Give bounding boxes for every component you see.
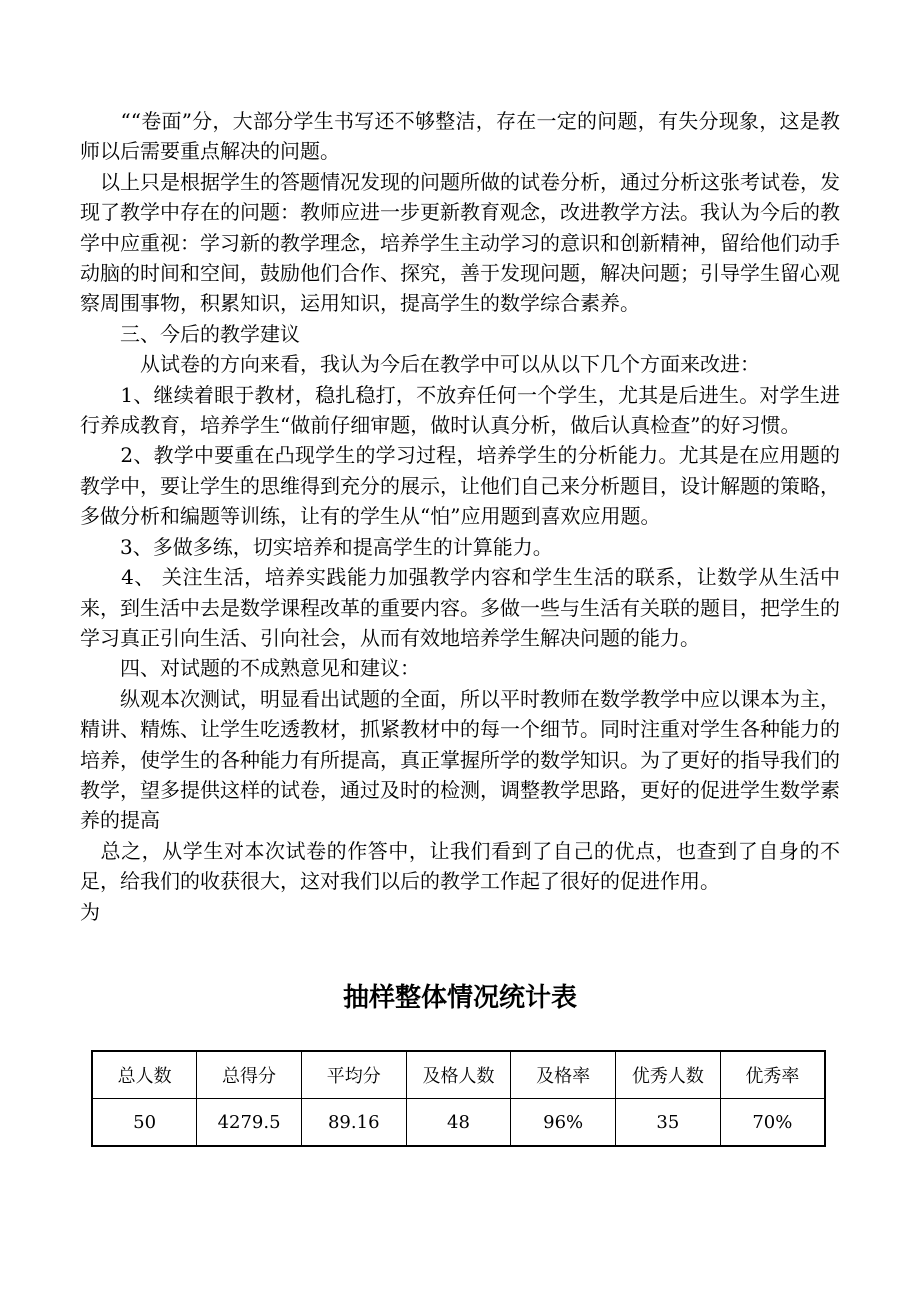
paragraph-suggestion-2: 2、教学中要重在凸现学生的学习过程，培养学生的分析能力。尤其是在应用题的教学中，要让学生的思维得到充分的展示，让他们自己来分析题目，设计解题的策略，多做分析和编题等训练，让有的学生从“怕”应用题到喜欢应用题。 [80,443,840,529]
cell-total-students: 50 [92,1099,197,1147]
cell-average-score: 89.16 [301,1099,406,1147]
paragraph-suggestions-intro: 从试卷的方向来看，我认为今后在教学中可以从以下几个方面来改进： [80,352,760,377]
cell-excellent-rate: 70% [720,1099,825,1147]
paragraph-paper-neatness: ““卷面”分，大部分学生书写还不够整洁，存在一定的问题，有失分现象，这是教师以后需要重点解决的问题。 [80,109,840,164]
cell-excellent-count: 35 [616,1099,721,1147]
paragraph-suggestion-4: 4、 关注生活，培养实践能力加强教学内容和学生生活的联系，让数学从生活中来，到生活中去是数学课程改革的重要内容。多做一些与生活有关联的题目，把学生的学习真正引向生活、引向社会，从而有效地培养学生解决问题的能力。 [80,565,840,650]
table-title: 抽样整体情况统计表 [342,983,577,1013]
header-total-students: 总人数 [92,1051,197,1099]
header-total-score: 总得分 [197,1051,302,1099]
section-heading-test-opinions: 四、对试题的不成熟意见和建议： [80,656,420,681]
paragraph-analysis-summary: 以上只是根据学生的答题情况发现的问题所做的试卷分析，通过分析这张考试卷，发现了教学中存在的问题：教师应进一步更新教育观念，改进教学方法。我认为今后的教学中应重视：学习新的教学理念，培养学生主动学习的意识和创新精神，留给他们动手动脑的时间和空间，鼓励他们合作、探究，善于发现问题，解决问题；引导学生留心观察周围事物，积累知识，运用知识，提高学生的数学综合素养。 [80,169,840,316]
header-pass-rate: 及格率 [511,1051,616,1099]
table-row [92,1099,825,1147]
header-average-score: 平均分 [301,1051,406,1099]
cell-total-score: 4279.5 [197,1099,302,1147]
header-excellent-count: 优秀人数 [616,1051,721,1099]
paragraph-trailing-char: 为 [80,899,100,924]
paragraph-suggestion-1: 1、继续着眼于教材，稳扎稳打，不放弃任何一个学生，尤其是后进生。对学生进行养成教育，培养学生“做前仔细审题，做时认真分析，做后认真检查”的好习惯。 [80,382,840,438]
cell-pass-count: 48 [406,1099,511,1147]
body-text [80,106,840,927]
sampling-statistics-table [91,1050,826,1147]
section-heading-teaching-suggestions: 三、今后的教学建议 [80,321,300,346]
paragraph-conclusion: 总之，从学生对本次试卷的作答中，让我们看到了自己的优点，也查到了自身的不足，给我们的收获很大，这对我们以后的教学工作起了很好的促进作用。 [80,838,840,894]
table-header-row [92,1051,825,1099]
header-pass-count: 及格人数 [406,1051,511,1099]
paragraph-suggestion-3: 3、多做多练，切实培养和提高学生的计算能力。 [80,534,553,559]
cell-pass-rate: 96% [511,1099,616,1147]
header-excellent-rate: 优秀率 [720,1051,825,1099]
paragraph-test-overview: 纵观本次测试，明显看出试题的全面，所以平时教师在数学教学中应以课本为主，精讲、精炼、让学生吃透教材，抓紧教材中的每一个细节。同时注重对学生各种能力的培养，使学生的各种能力有所提高，真正掌握所学的数学知识。为了更好的指导我们的教学，望多提供这样的试卷，通过及时的检测，调整教学思路，更好的促进学生数学素养的提高 [80,686,840,833]
